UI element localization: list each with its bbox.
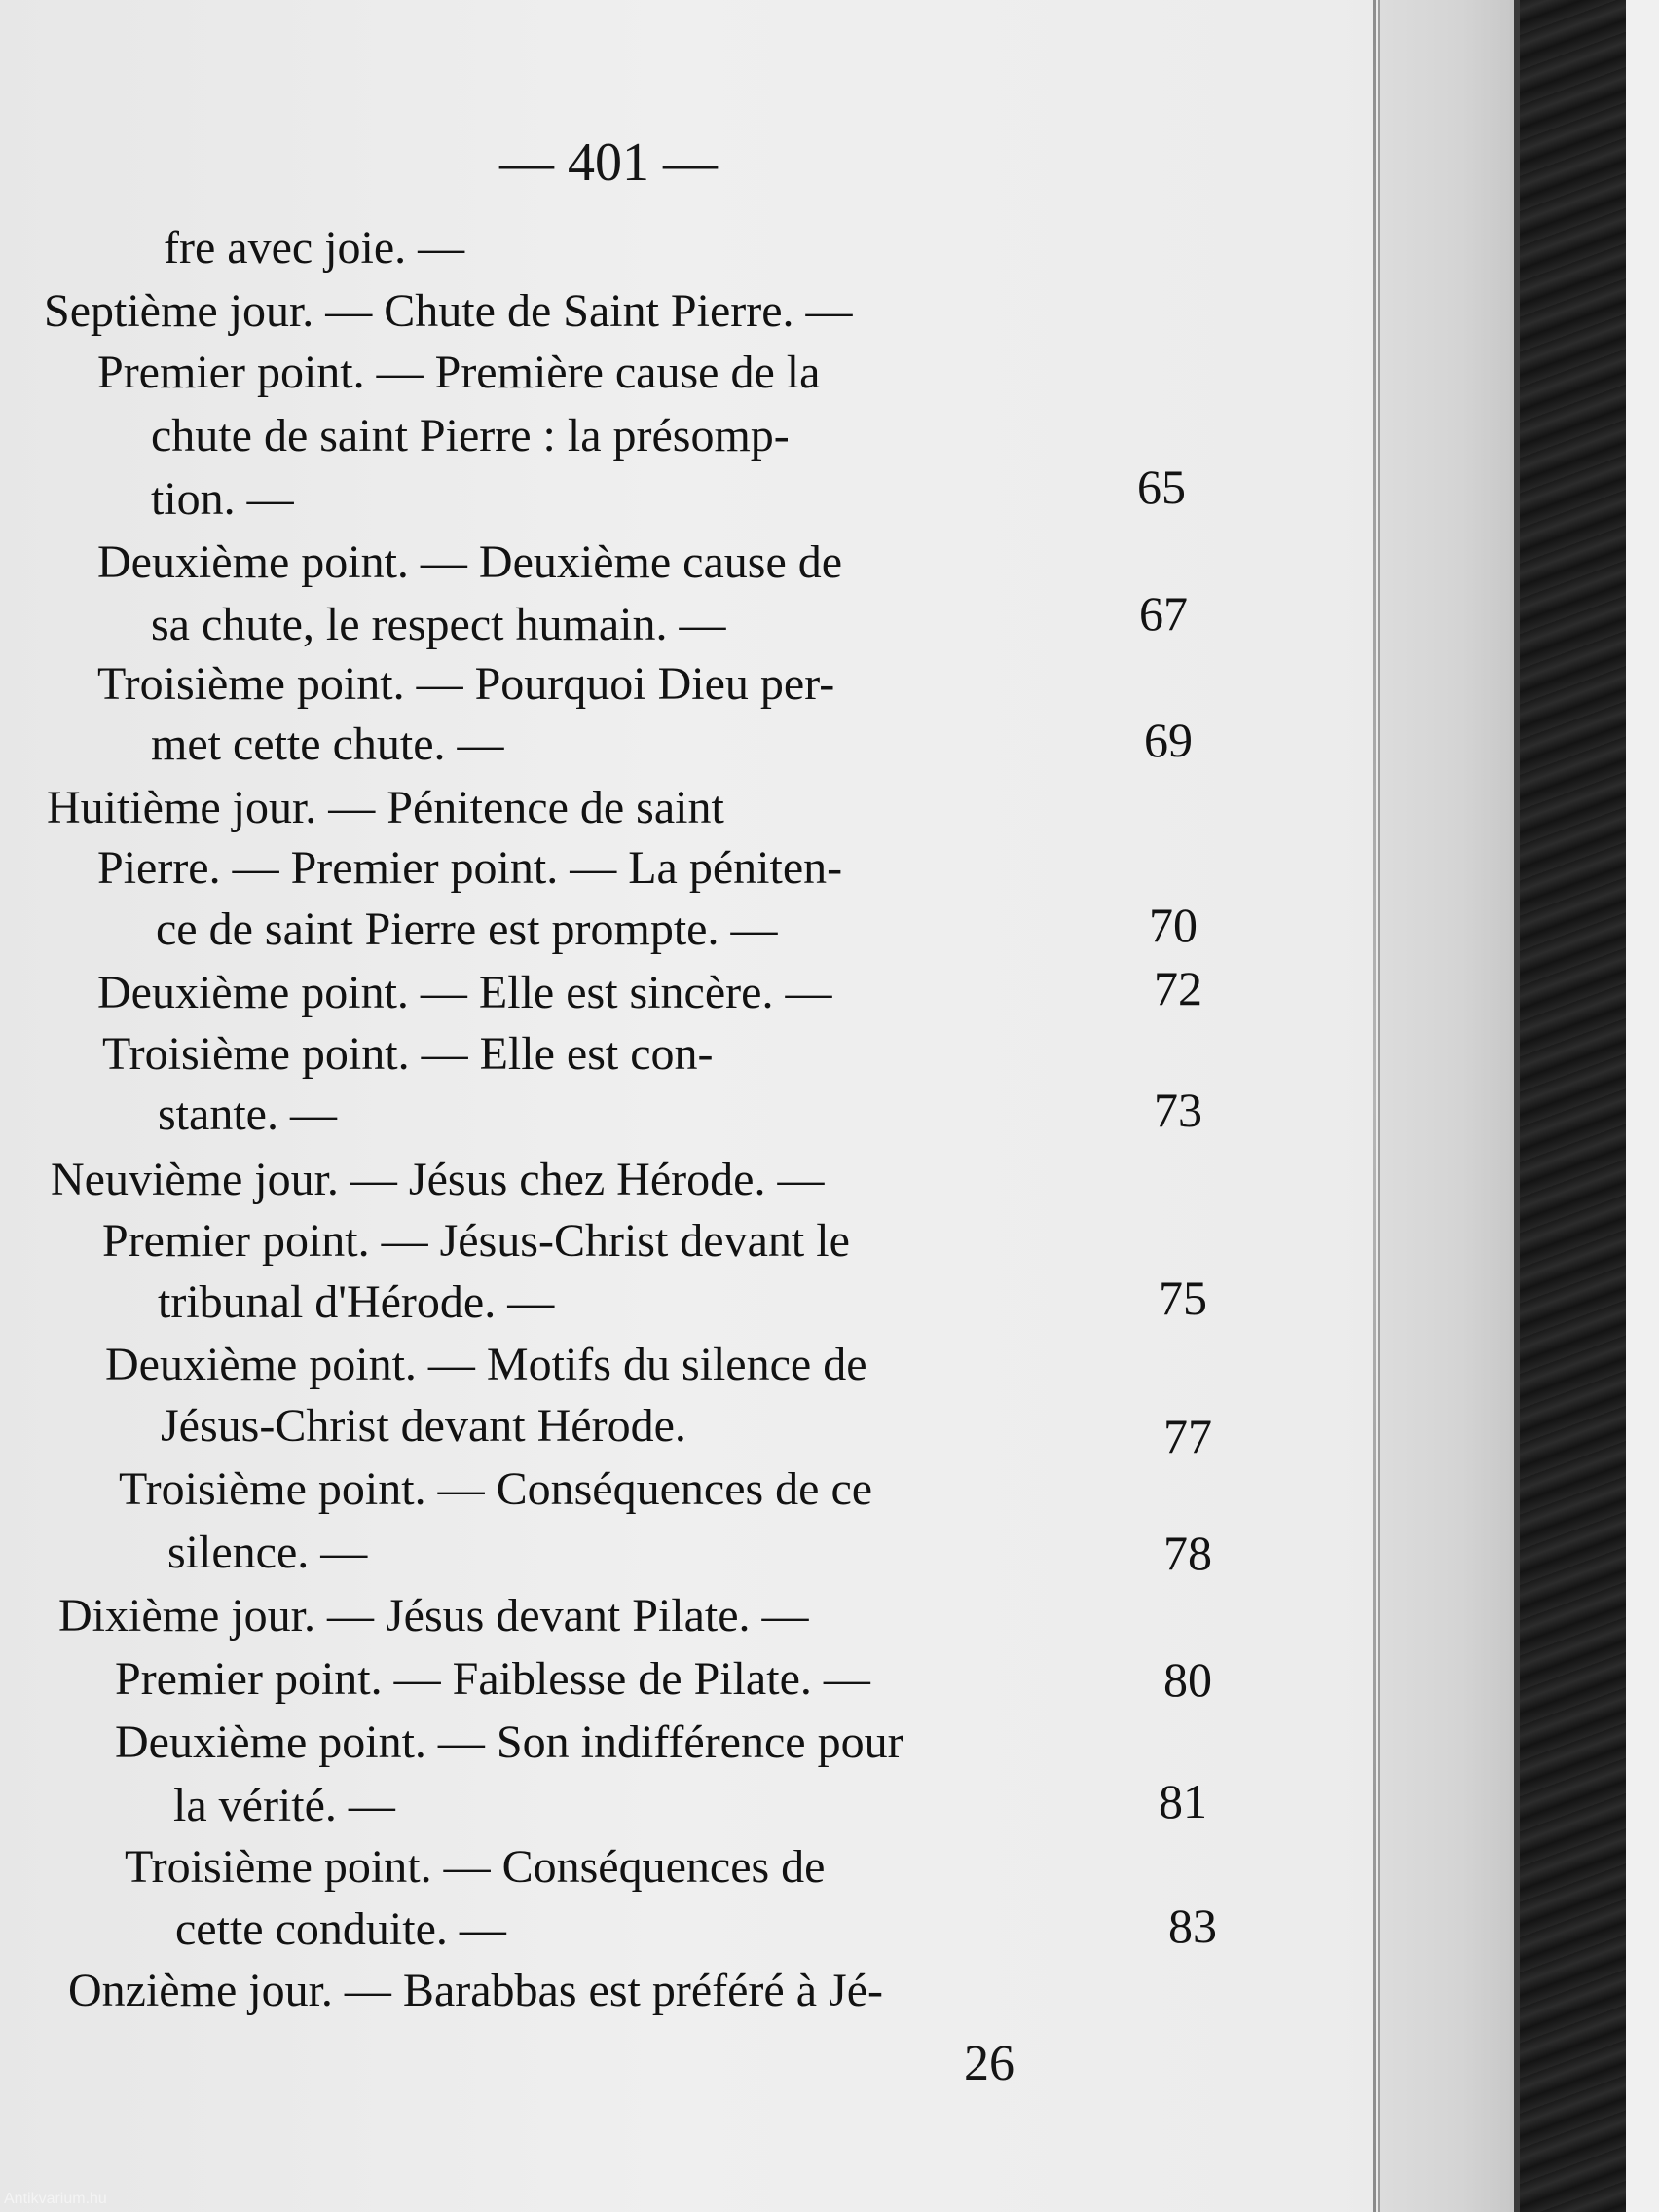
signature-mark: 26 [964, 2036, 1014, 2091]
toc-line: Deuxième point. — Motifs du silence de [105, 1339, 867, 1390]
toc-line: met cette chute. — [151, 719, 504, 770]
toc-line: tion. — [151, 473, 294, 525]
page-edge-line [1373, 0, 1376, 2212]
toc-line: Neuvième jour. — Jésus chez Hérode. — [51, 1154, 825, 1205]
toc-line: silence. — [167, 1527, 368, 1578]
toc-line: Pierre. — Premier point. — La péniten- [97, 842, 843, 894]
toc-line: Septième jour. — Chute de Saint Pierre. — [44, 285, 853, 337]
toc-page-number: 65 [1137, 460, 1186, 514]
toc-line: Dixième jour. — Jésus devant Pilate. — [58, 1590, 809, 1641]
page-header: — 401 — [499, 132, 718, 193]
watermark: Antikvarium.hu [4, 2191, 107, 2207]
toc-line: Premier point. — Faiblesse de Pilate. — [115, 1653, 870, 1705]
toc-page-number: 67 [1139, 586, 1188, 641]
toc-line: Troisième point. — Pourquoi Dieu per- [97, 658, 835, 710]
toc-line: sa chute, le respect humain. — [151, 599, 726, 650]
toc-line: Deuxième point. — Deuxième cause de [97, 536, 843, 588]
toc-page-number: 70 [1149, 898, 1198, 952]
toc-page-number: 72 [1154, 961, 1202, 1015]
toc-page-number: 80 [1163, 1652, 1212, 1707]
adjacent-page-strip [1378, 0, 1516, 2212]
toc-line: chute de saint Pierre : la présomp- [151, 410, 790, 461]
toc-line: stante. — [158, 1088, 337, 1140]
toc-line: Premier point. — Première cause de la [97, 347, 821, 398]
toc-line: cette conduite. — [175, 1903, 506, 1955]
toc-line: Troisième point. — Conséquences de ce [119, 1463, 873, 1515]
toc-page-number: 77 [1163, 1409, 1212, 1463]
toc-line: la vérité. — [173, 1780, 395, 1831]
toc-line: Onzième jour. — Barabbas est préféré à Jé- [68, 1965, 883, 2016]
toc-page-number: 81 [1159, 1774, 1207, 1828]
toc-page-number: 83 [1168, 1899, 1217, 1953]
toc-line: Deuxième point. — Son indifférence pour [115, 1716, 903, 1768]
book-binding [1514, 0, 1632, 2212]
toc-line: Deuxième point. — Elle est sincère. — [97, 967, 832, 1018]
toc-page-number: 75 [1159, 1271, 1207, 1325]
toc-line: tribunal d'Hérode. — [158, 1276, 555, 1328]
background-edge [1626, 0, 1659, 2212]
toc-page-number: 69 [1144, 713, 1193, 767]
toc-page-number: 73 [1154, 1083, 1202, 1137]
toc-line: Premier point. — Jésus-Christ devant le [102, 1215, 850, 1267]
toc-line: Huitième jour. — Pénitence de saint [47, 782, 724, 833]
toc-line: ce de saint Pierre est prompte. — [156, 903, 778, 955]
toc-page-number: 78 [1163, 1526, 1212, 1580]
toc-line: Jésus-Christ devant Hérode. [161, 1400, 686, 1452]
toc-line: Troisième point. — Conséquences de [125, 1841, 826, 1893]
toc-line: fre avec joie. — [164, 222, 465, 274]
toc-line: Troisième point. — Elle est con- [102, 1028, 714, 1080]
